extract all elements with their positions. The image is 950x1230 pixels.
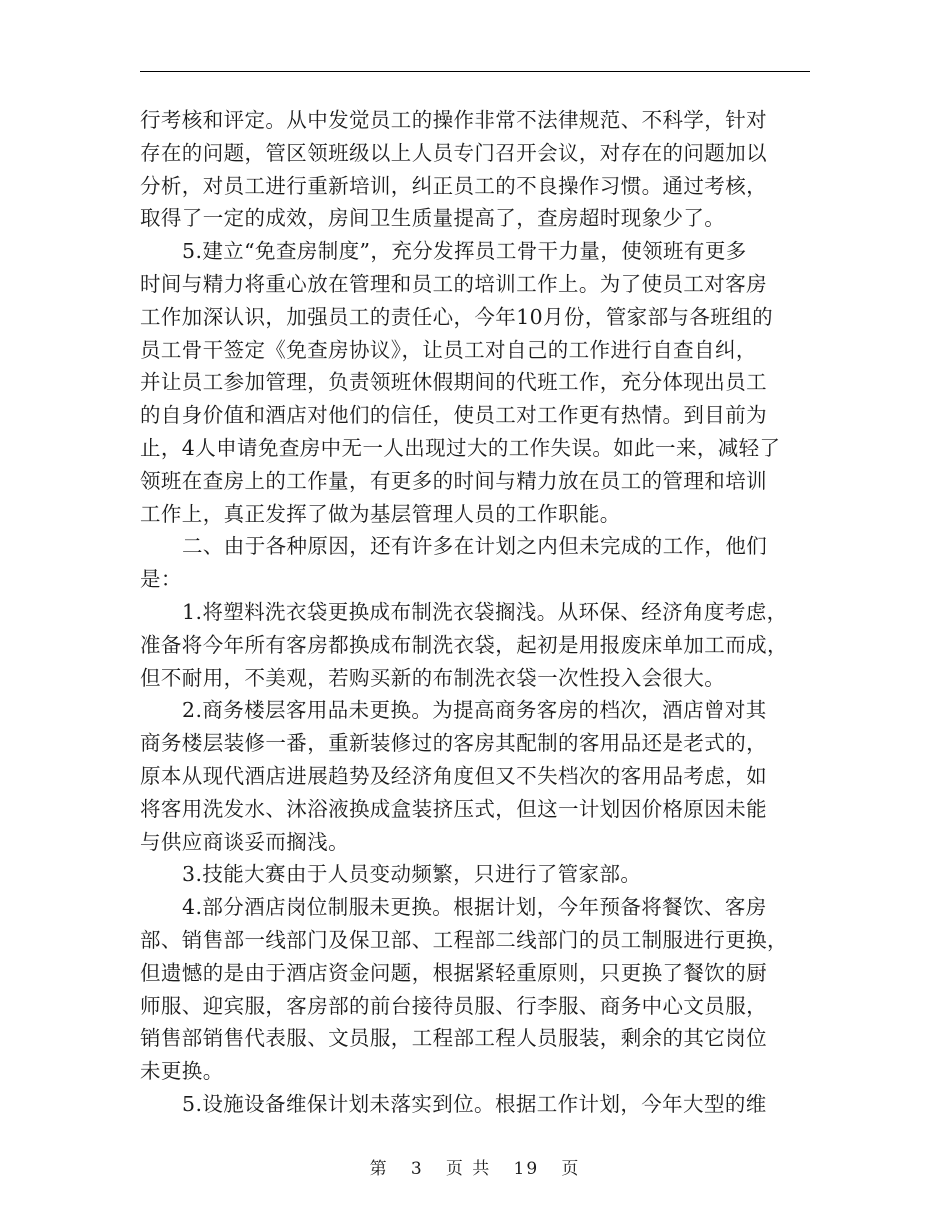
text-line: 部、销售部一线部门及保卫部、工程部二线部门的员工制服进行更换， <box>140 927 788 952</box>
text-line: 准备将今年所有客房都换成布制洗衣袋，起初是用报废床单加工而成， <box>140 632 788 657</box>
text-line: 存在的问题，管区领班级以上人员专门召开会议，对存在的问题加以 <box>140 140 767 165</box>
text-line: 工作上，真正发挥了做为基层管理人员的工作职能。 <box>140 501 621 526</box>
text-line: 工作加深认识，加强员工的责任心，今年10月份，管家部与各班组的 <box>140 304 773 329</box>
footer-current-page: 3 <box>410 1159 424 1179</box>
text-line: 销售部销售代表服、文员服，工程部工程人员服装，剩余的其它岗位 <box>140 1026 767 1051</box>
text-line: 与供应商谈妥而搁浅。 <box>140 829 349 854</box>
text-line: 的自身价值和酒店对他们的信任，使员工对工作更有热情。到目前为 <box>140 403 767 428</box>
text-line: 3.技能大赛由于人员变动频繁，只进行了管家部。 <box>182 862 642 887</box>
text-line: 二、由于各种原因，还有许多在计划之内但未完成的工作，他们 <box>182 534 768 559</box>
text-line: 行考核和评定。从中发觉员工的操作非常不法律规范、不科学，针对 <box>140 108 767 132</box>
header-rule <box>140 71 810 72</box>
page-footer <box>0 1154 950 1179</box>
text-line: 时间与精力将重心放在管理和员工的培训工作上。为了使员工对客房 <box>140 271 767 296</box>
text-line: 4.部分酒店岗位制服未更换。根据计划，今年预备将餐饮、客房 <box>182 895 767 920</box>
text-line: 并让员工参加管理，负责领班休假期间的代班工作，充分体现出员工 <box>140 370 767 395</box>
text-line: 原本从现代酒店进展趋势及经济角度但又不失档次的客用品考虑，如 <box>140 763 767 788</box>
text-line: 将客用洗发水、沐浴液换成盒装挤压式，但这一计划因价格原因未能 <box>140 796 767 821</box>
footer-prefix: 第 <box>369 1159 389 1179</box>
text-line: 未更换。 <box>140 1059 224 1084</box>
text-line: 员工骨干签定《免查房协议》，让员工对自己的工作进行自查自纠， <box>140 337 757 362</box>
text-line: 2.商务楼层客用品未更换。为提高商务客房的档次，酒店曾对其 <box>182 698 767 723</box>
text-line: 领班在查房上的工作量，有更多的时间与精力放在员工的管理和培训 <box>140 468 767 493</box>
text-line: 止，4人申请免查房中无一人出现过大的工作失误。如此一来，减轻了 <box>140 435 781 460</box>
text-line: 但遗憾的是由于酒店资金问题，根据紧轻重原则，只更换了餐饮的厨 <box>140 960 767 985</box>
text-line: 师服、迎宾服，客房部的前台接待员服、行李服、商务中心文员服， <box>140 993 767 1018</box>
text-line: 取得了一定的成效，房间卫生质量提高了，查房超时现象少了。 <box>140 206 726 231</box>
footer-suffix: 页 <box>561 1159 581 1179</box>
text-line: 但不耐用，不美观，若购买新的布制洗衣袋一次性投入会很大。 <box>140 665 726 690</box>
footer-middle: 页 共 <box>445 1159 492 1179</box>
text-line: 1.将塑料洗衣袋更换成布制洗衣袋搁浅。从环保、经济角度考虑， <box>182 599 788 624</box>
document-body <box>140 104 810 1121</box>
text-line: 是： <box>140 567 182 592</box>
text-line: 5.建立“免查房制度”，充分发挥员工骨干力量，使领班有更多 <box>182 239 747 264</box>
footer-total-pages: 19 <box>513 1159 540 1179</box>
text-line: 分析，对员工进行重新培训，纠正员工的不良操作习惯。通过考核， <box>140 173 767 198</box>
text-line: 5.设施设备维保计划未落实到位。根据工作计划，今年大型的维 <box>182 1091 767 1116</box>
text-line: 商务楼层装修一番，重新装修过的客房其配制的客用品还是老式的， <box>140 731 767 756</box>
